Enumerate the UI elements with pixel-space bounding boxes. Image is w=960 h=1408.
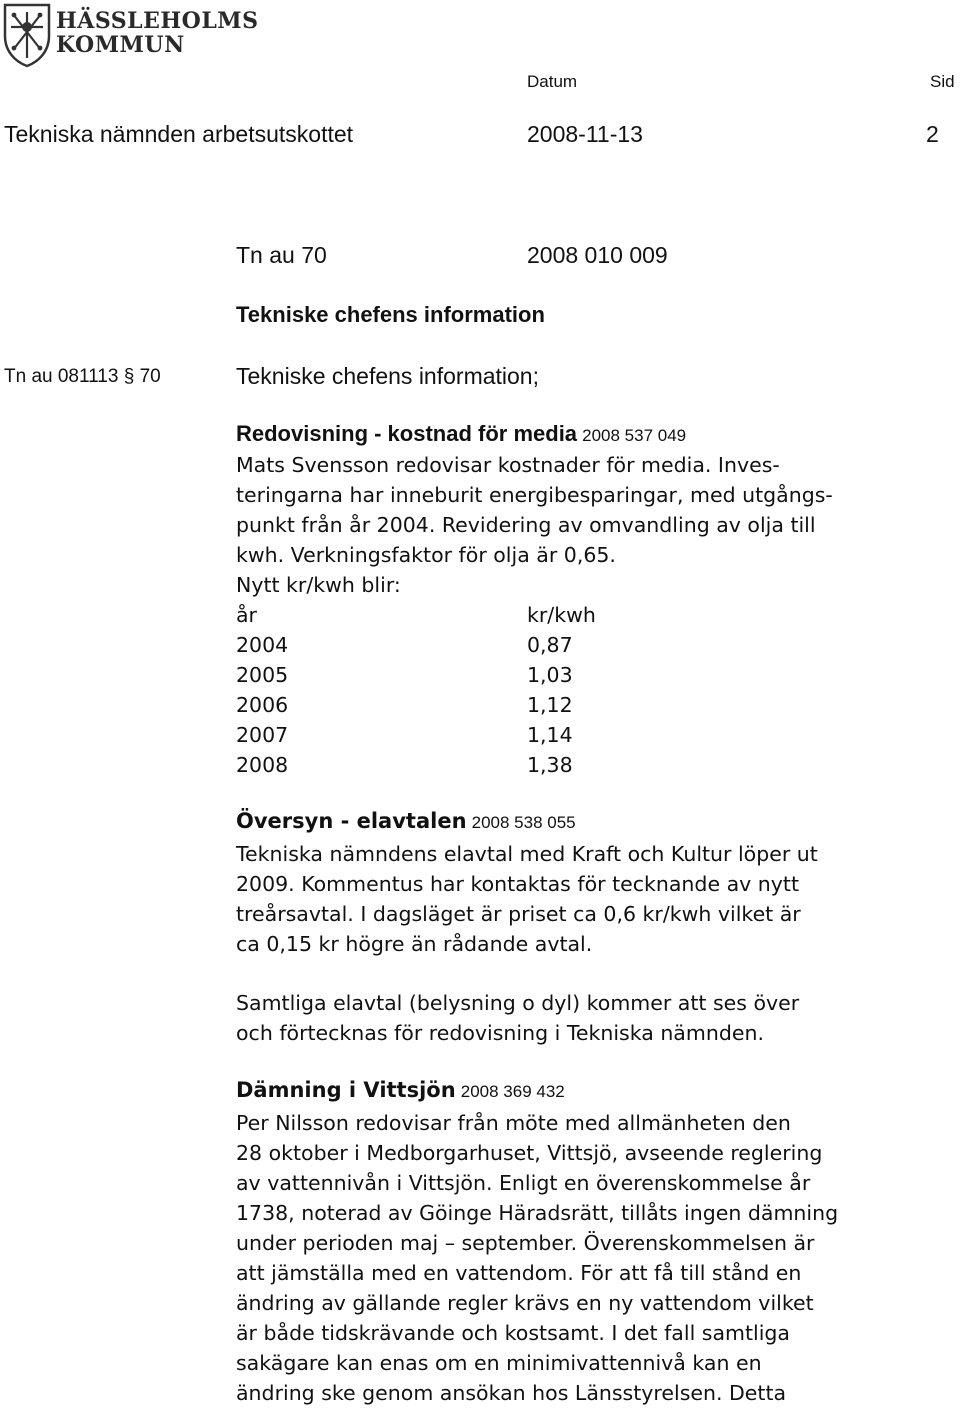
vittsjon-line: av vattennivån i Vittsjön. Enligt en överenskommelse år <box>236 1171 811 1195</box>
price-cell: 1,14 <box>527 723 573 747</box>
vittsjon-line: sakägare kan enas om en minimivattennivå kan en <box>236 1351 762 1375</box>
year-cell: 2004 <box>236 633 289 657</box>
municipality-logo <box>2 2 259 68</box>
elavtal-line: och förtecknas för redovisning i Tekniska nämnden. <box>236 1021 764 1045</box>
year-cell: 2006 <box>236 693 289 717</box>
media-line: kwh. Verkningsfaktor för olja är 0,65. <box>236 543 616 567</box>
case-intro: Tekniske chefens information; <box>236 363 539 389</box>
vittsjon-heading: Dämning i Vittsjön <box>236 1078 456 1102</box>
elavtal-heading: Översyn - elavtalen <box>236 809 467 833</box>
vittsjon-line: Per Nilsson redovisar från möte med allmänheten den <box>236 1111 791 1135</box>
sid-label: Sid <box>930 72 955 91</box>
year-cell: 2005 <box>236 663 289 687</box>
org-name-line2: KOMMUN <box>56 32 185 58</box>
table-row <box>236 660 736 690</box>
vittsjon-line: att jämställa med en vattendom. För att få till stånd en <box>236 1261 802 1285</box>
media-body <box>236 450 833 600</box>
media-line: Mats Svensson redovisar kostnader för media. Inves- <box>236 453 780 477</box>
vittsjon-line: är både tidskrävande och kostsamt. I det fall samtliga <box>236 1321 790 1345</box>
media-line: teringarna har inneburit energibesparingar, med utgångs- <box>236 483 833 507</box>
vittsjon-line: ändring ske genom ansökan hos Länsstyrelsen. Detta <box>236 1381 787 1405</box>
elavtal-line: treårsavtal. I dagsläget är priset ca 0,6 kr/kwh vilket är <box>236 902 801 926</box>
media-heading-row <box>236 421 686 447</box>
elavtal-line: 2009. Kommentus har kontaktas för tecknande av nytt <box>236 872 799 896</box>
elavtal-line: ca 0,15 kr högre än rådande avtal. <box>236 932 593 956</box>
table-row <box>236 690 736 720</box>
price-cell: 1,03 <box>527 663 573 687</box>
media-line: Nytt kr/kwh blir: <box>236 573 401 597</box>
vittsjon-line: 28 oktober i Medborgarhuset, Vittsjö, avseende reglering <box>236 1141 823 1165</box>
elavtal-body-2 <box>236 988 799 1048</box>
elavtal-body <box>236 839 818 959</box>
margin-ref: Tn au 081113 § 70 <box>4 366 161 387</box>
media-dnr: 2008 537 049 <box>582 426 687 445</box>
price-table <box>236 600 736 780</box>
case-title: Tekniske chefens information <box>236 302 545 327</box>
vittsjon-line: ändring av gällande regler krävs en ny vattendom vilket <box>236 1291 814 1315</box>
price-table-header <box>236 600 736 630</box>
case-ref: Tn au 70 <box>236 242 327 268</box>
vittsjon-line: 1738, noterad av Göinge Häradsrätt, tillåts ingen dämning <box>236 1201 839 1225</box>
vittsjon-line: under perioden maj – september. Överenskommelsen är <box>236 1231 815 1255</box>
price-cell: 0,87 <box>527 633 573 657</box>
year-cell: 2008 <box>236 753 289 777</box>
meeting-date: 2008-11-13 <box>527 121 643 147</box>
org-name-line1: HÄSSLEHOLMS <box>56 8 259 34</box>
vittsjon-body <box>236 1108 838 1408</box>
case-dnr: 2008 010 009 <box>527 242 668 268</box>
media-heading: Redovisning - kostnad för media <box>236 421 578 446</box>
table-row <box>236 750 736 780</box>
elavtal-line: Tekniska nämndens elavtal med Kraft och Kultur löper ut <box>236 842 818 866</box>
table-row <box>236 720 736 750</box>
coat-of-arms-icon <box>2 2 52 68</box>
elavtal-line: Samtliga elavtal (belysning o dyl) kommer att ses över <box>236 991 800 1015</box>
elavtal-dnr: 2008 538 055 <box>471 813 576 832</box>
page-number: 2 <box>926 121 939 147</box>
datum-label: Datum <box>527 72 578 91</box>
vittsjon-dnr: 2008 369 432 <box>460 1082 565 1101</box>
meeting-name: Tekniska nämnden arbetsutskottet <box>4 121 354 147</box>
table-row <box>236 630 736 660</box>
year-cell: 2007 <box>236 723 289 747</box>
price-cell: 1,12 <box>527 693 573 717</box>
price-column-header: kr/kwh <box>527 603 596 627</box>
elavtal-heading-row <box>236 809 576 833</box>
year-column-header: år <box>236 603 257 627</box>
vittsjon-heading-row <box>236 1078 565 1102</box>
media-line: punkt från år 2004. Revidering av omvandling av olja till <box>236 513 816 537</box>
price-cell: 1,38 <box>527 753 573 777</box>
